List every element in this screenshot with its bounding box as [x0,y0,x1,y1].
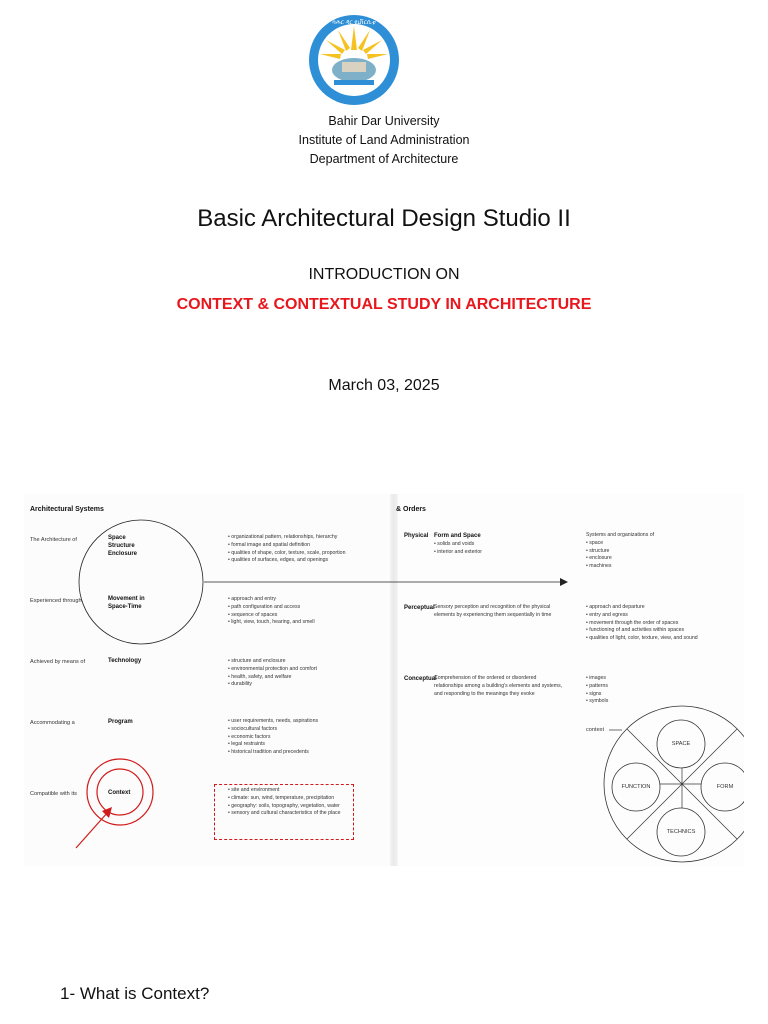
diagram-label-space: SPACE [671,741,691,747]
list-item: relationships among a building's elements and systems, [434,682,563,689]
list-item: Sensory perception and recognition of the physical [434,604,551,610]
list-item: • enclosure [586,555,612,562]
list-item: • movement through the order of spaces [586,619,679,626]
list-item: • user requirements, needs, aspirations [228,718,319,724]
list-item: • health, safety, and welfare [228,673,292,680]
department-name: Department of Architecture [309,152,459,166]
list-item: Systems and organizations of [586,532,655,538]
list-item: • sensory and cultural characteristics of the place [228,810,341,817]
list-item: • light, view, touch, hearing, and smell [228,619,315,626]
list-item: • site and environment [228,787,280,793]
diagram-label-function: FUNCTION [621,784,651,790]
order-items [434,604,551,620]
list-item: • symbols [586,698,609,705]
order-label: Physical [404,533,429,539]
list-item: • geography: soils, topography, vegetation, water [228,802,340,809]
row-prefix: The Architecture of [30,537,77,543]
list-item: • historical tradition and precedents [228,749,309,756]
university-seal-icon [308,14,400,106]
order-items [434,675,562,698]
list-item: • solids and voids [434,541,475,547]
intro-label: INTRODUCTION ON [308,266,460,283]
list-item: • structure [586,547,610,554]
list-item: • patterns [586,682,609,689]
row-items [228,658,317,689]
order-label: Perceptual [404,605,435,611]
left-heading: Architectural Systems [30,506,104,513]
row-prefix: Accommodating a [30,720,75,726]
row-prefix: Achieved by means of [30,659,86,665]
list-item: • sequence of spaces [228,611,278,618]
list-item: • approach and departure [586,604,645,610]
row-items [228,534,345,565]
section-question: 1- What is Context? [60,984,210,1003]
list-item: and responding to the meanings they evoke [434,690,535,697]
university-logo [308,14,400,106]
list-item: • signs [586,690,602,697]
list-item: elements by experiencing them sequentially in time [434,611,552,618]
diagram-label-technics: TECHNICS [666,829,696,835]
row-label: Technology [108,658,142,664]
list-item: • environmental protection and comfort [228,665,317,672]
architectural-systems-figure [24,494,744,866]
row-label: Context [108,790,131,796]
list-item: • space [586,539,604,546]
right-heading: & Orders [396,506,426,513]
list-item: • qualities of shape, color, texture, scale, proportion [228,549,346,556]
list-item: • path configuration and access [228,603,301,610]
order-systems [586,604,698,643]
list-item: • entry and egress [586,611,628,618]
list-item: • qualities of surfaces, edges, and openings [228,557,329,564]
order-label: Conceptual [404,676,437,682]
row-label: Program [108,719,133,725]
list-item: • approach and entry [228,596,276,602]
list-item: • interior and exterior [434,548,482,555]
university-name: Bahir Dar University [328,114,440,128]
svg-text:ባሕር ዳር ዩኒቨርሲቲ: ባሕር ዳር ዩኒቨርሲቲ [332,20,376,26]
list-item: • organizational pattern, relationships, hierarchy [228,534,338,540]
context-note: context [586,727,605,733]
row-prefix: Experienced through [30,598,82,604]
row-items [228,596,315,627]
list-item: • climate: sun, wind, temperature, precipitation [228,794,335,801]
order-systems [586,675,608,706]
row-label: Space Structure Enclosure [108,535,138,557]
document-date: March 03, 2025 [328,377,440,394]
list-item: • qualities of light, color, texture, view, and sound [586,635,698,642]
list-item: • legal restraints [228,741,265,748]
institute-name: Institute of Land Administration [298,133,470,147]
list-item: • economic factors [228,733,271,740]
list-item: • formal image and spatial definition [228,541,310,548]
list-item: • functioning of and activities within spaces [586,627,685,634]
row-items [228,718,318,757]
order-systems [586,532,654,571]
diagram-label-form: FORM [716,784,734,790]
list-item: • machines [586,563,612,570]
course-title: Basic Architectural Design Studio II [197,205,571,232]
order-items [434,541,482,557]
list-item: • durability [228,681,253,688]
list-item: Comprehension of the ordered or disordered [434,675,537,681]
document-subtitle: CONTEXT & CONTEXTUAL STUDY IN ARCHITECTURE [176,296,592,313]
row-label: Movement in Space-Time [108,596,145,610]
list-item: • sociocultural factors [228,725,278,732]
row-prefix: Compatible with its [30,791,77,797]
row-items [228,787,341,818]
list-item: • structure and enclosure [228,658,286,664]
order-title: Form and Space [434,533,481,539]
list-item: • images [586,675,606,681]
